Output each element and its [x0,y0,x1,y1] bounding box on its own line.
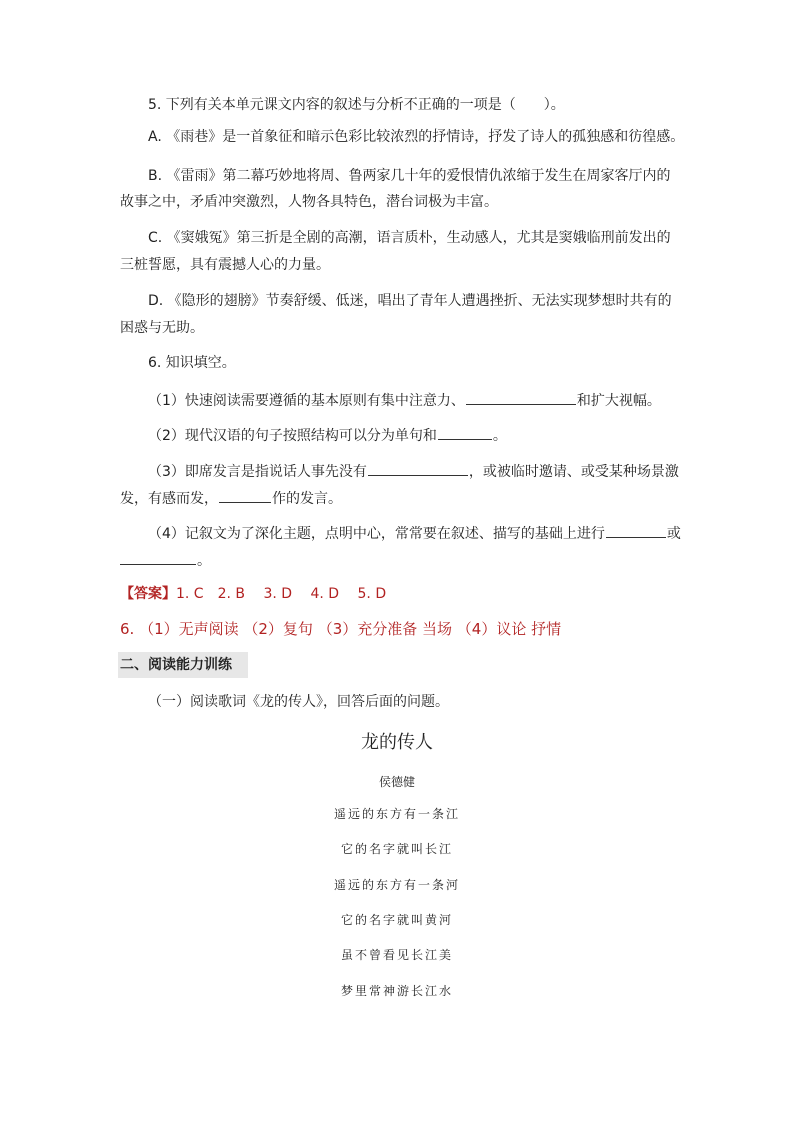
q5-option-d: D. 《隐形的翅膀》节奏舒缓、低迷，唱出了青年人遭遇挫折、无法实现梦想时共有的 [148,293,672,309]
answer-line-2: 6. （1）无声阅读 （2）复句 （3）充分准备 当场 （4）议论 抒情 [120,620,562,638]
answer-blank[interactable] [438,424,492,440]
section-heading: 二、阅读能力训练 [118,652,248,678]
answer-blank[interactable] [606,522,666,538]
q5-option-d-cont: 困惑与无助。 [120,320,204,336]
q5-option-c-cont: 三桩誓愿，具有震撼人心的力量。 [120,257,330,273]
poem-line: 遥远的东方有一条河 [333,878,460,892]
poem-title: 龙的传人 [361,732,433,753]
q6-item-2: （2）现代汉语的句子按照结构可以分为单句和 。 [148,424,507,446]
q5-option-b-cont: 故事之中，矛盾冲突激烈，人物各具特色，潜台词极为丰富。 [120,194,498,210]
answer-blank[interactable] [120,549,196,565]
poem-line: 它的名字就叫黄河 [340,913,453,927]
answer-label: 【答案】 [120,586,176,602]
q5-stem: 5. 下列有关本单元课文内容的叙述与分析不正确的一项是（ ）。 [148,97,565,113]
answer-blank[interactable] [368,460,468,476]
answer-blank[interactable] [466,389,576,405]
poem-line: 遥远的东方有一条江 [333,807,460,821]
poem-line: 梦里常神游长江水 [340,984,453,998]
q6-stem: 6. 知识填空。 [148,355,236,371]
q6-item-4: （4）记叙文为了深化主题，点明中心，常常要在叙述、描写的基础上进行 或 [148,522,681,544]
poem-line: 它的名字就叫长江 [340,842,453,856]
section-intro: （一）阅读歌词《龙的传人》，回答后面的问题。 [148,694,449,710]
q5-option-a: A. 《雨巷》是一首象征和暗示色彩比较浓烈的抒情诗，抒发了诗人的孤独感和彷徨感。 [148,129,685,145]
poem-author: 侯德健 [378,775,415,789]
q5-option-c: C. 《窦娥冤》第三折是全剧的高潮，语言质朴，生动感人，尤其是窦娥临刑前发出的 [148,230,671,246]
q5-option-b: B. 《雷雨》第二幕巧妙地将周、鲁两家几十年的爱恨情仇浓缩于发生在周家客厅内的 [148,168,671,184]
q6-item-4-cont: 。 [120,549,211,571]
q6-item-3: （3）即席发言是指说话人事先没有 ，或被临时邀请、或受某种场景激 [148,460,679,482]
q6-item-1: （1）快速阅读需要遵循的基本原则有集中注意力、 和扩大视幅。 [148,389,661,411]
answer-blank[interactable] [219,487,271,503]
answer-line-1: 【答案】1. C 2. B 3. D 4. D 5. D [120,586,387,602]
q6-item-3-cont: 发，有感而发， 作的发言。 [120,487,342,509]
poem-line: 虽不曾看见长江美 [340,948,453,962]
